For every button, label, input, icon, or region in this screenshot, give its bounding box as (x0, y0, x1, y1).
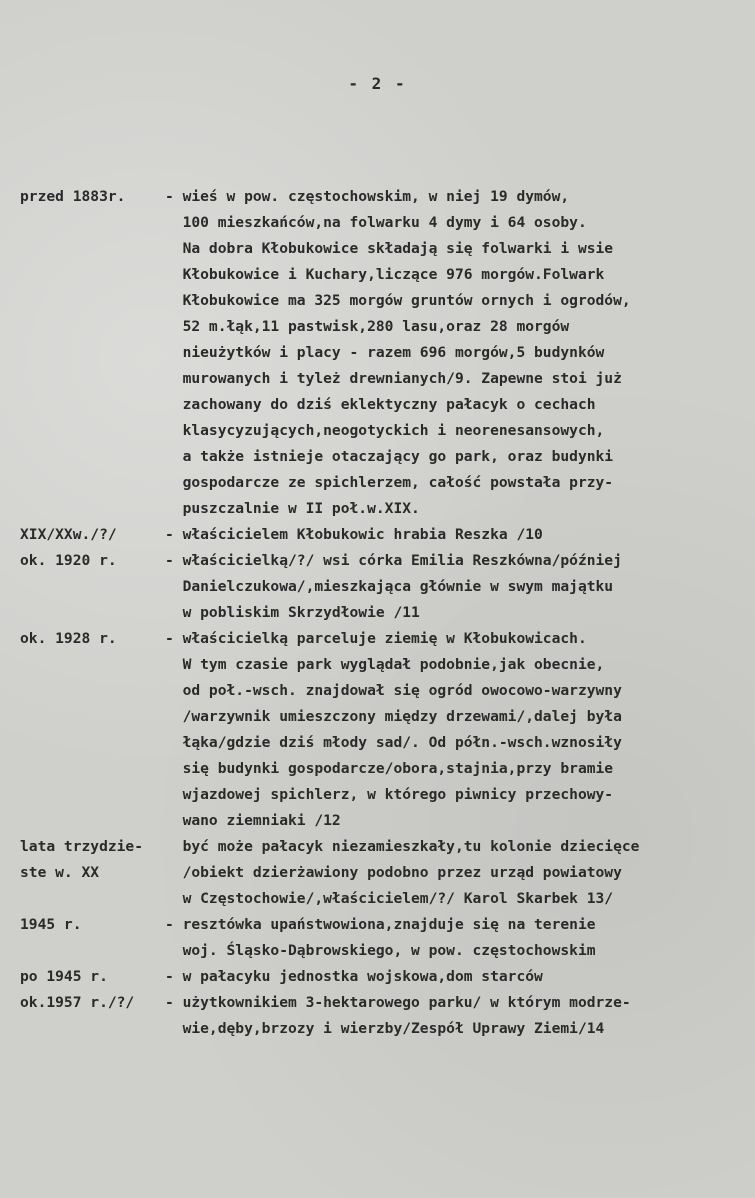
entry-text-line: się budynki gospodarcze/obora,stajnia,przy bramie (165, 760, 614, 777)
entry-text-line: /obiekt dzierżawiony podobno przez urząd powiatowy (165, 864, 622, 881)
entry-date-line: XIX/XXw./?/ (20, 526, 117, 543)
entry-date-line: lata trzydzie- (20, 838, 144, 855)
entry-date-line: przed 1883r. (20, 188, 126, 205)
entry-text-line: od poł.-wsch. znajdował się ogród owocowo-warzywny (165, 682, 622, 699)
entry-text-line: Kłobukowice ma 325 morgów gruntów ornych i ogrodów, (165, 292, 631, 309)
entry-date (20, 626, 165, 652)
chronology-entry (0, 184, 755, 522)
entry-text-line: murowanych i tyleż drewnianych/9. Zapewne stoi już (165, 370, 622, 387)
entry-text-line: zachowany do dziś eklektyczny pałacyk o cechach (165, 396, 596, 413)
entry-description (165, 626, 745, 834)
entry-date (20, 184, 165, 210)
entry-date (20, 912, 165, 938)
entry-text-line: gospodarcze ze spichlerzem, całość powstała przy- (165, 474, 614, 491)
entry-text-line: - użytkownikiem 3-hektarowego parku/ w którym modrze- (165, 994, 631, 1011)
entry-text-line: - wieś w pow. częstochowskim, w niej 19 dymów, (165, 188, 570, 205)
entry-description (165, 834, 745, 912)
entry-date (20, 964, 165, 990)
entry-date-line: ok. 1928 r. (20, 630, 117, 647)
entry-text-line: Danielczukowa/,mieszkająca głównie w swym majątku (165, 578, 614, 595)
entry-text-line: - w pałacyku jednostka wojskowa,dom starców (165, 968, 543, 985)
entry-text-line: w pobliskim Skrzydłowie /11 (165, 604, 420, 621)
page-number: - 2 - (348, 74, 407, 93)
entry-description (165, 522, 745, 548)
entry-text-line: być może pałacyk niezamieszkały,tu kolonie dziecięce (165, 838, 640, 855)
entry-date-line: ok.1957 r./?/ (20, 994, 135, 1011)
entry-text-line: w Częstochowie/,właścicielem/?/ Karol Skarbek 13/ (165, 890, 614, 907)
entry-date-line: po 1945 r. (20, 968, 108, 985)
entry-text-line: - właścicielem Kłobukowic hrabia Reszka /10 (165, 526, 543, 543)
entry-text-line: 52 m.łąk,11 pastwisk,280 lasu,oraz 28 morgów (165, 318, 570, 335)
entry-text-line: - właścicielką parceluje ziemię w Kłobukowicach. (165, 630, 587, 647)
entry-text-line: puszczalnie w II poł.w.XIX. (165, 500, 420, 517)
entry-date-line: 1945 r. (20, 916, 82, 933)
chronology-entry (0, 912, 755, 964)
entry-text-line: wjazdowej spichlerz, w którego piwnicy przechowy- (165, 786, 614, 803)
entry-date-line: ste w. XX (20, 864, 100, 881)
entry-text-line: /warzywnik umieszczony między drzewami/,dalej była (165, 708, 622, 725)
entry-text-line: - właścicielką/?/ wsi córka Emilia Reszkówna/później (165, 552, 622, 569)
chronology-entry (0, 522, 755, 548)
chronology-entry (0, 548, 755, 626)
entry-date (20, 834, 165, 886)
entry-text-line: nieużytków i placy - razem 696 morgów,5 budynków (165, 344, 605, 361)
entry-text-line: - resztówka upaństwowiona,znajduje się na terenie (165, 916, 596, 933)
entry-text-line: a także istnieje otaczający go park, oraz budynki (165, 448, 614, 465)
entry-date (20, 990, 165, 1016)
entry-description (165, 990, 745, 1042)
entry-description (165, 184, 745, 522)
chronology-entry (0, 626, 755, 834)
entry-text-line: Na dobra Kłobukowice składają się folwarki i wsie (165, 240, 614, 257)
entry-text-line: W tym czasie park wyglądał podobnie,jak obecnie, (165, 656, 605, 673)
entry-text-line: 100 mieszkańców,na folwarku 4 dymy i 64 osoby. (165, 214, 587, 231)
chronology-entry (0, 834, 755, 912)
entry-date-line: ok. 1920 r. (20, 552, 117, 569)
entry-text-line: wie,dęby,brzozy i wierzby/Zespół Uprawy Ziemi/14 (165, 1020, 605, 1037)
chronology-entry (0, 964, 755, 990)
entry-text-line: woj. Śląsko-Dąbrowskiego, w pow. częstochowskim (165, 942, 596, 959)
chronology-list (0, 184, 755, 1042)
entry-date (20, 522, 165, 548)
entry-text-line: Kłobukowice i Kuchary,liczące 976 morgów.Folwark (165, 266, 605, 283)
entry-description (165, 548, 745, 626)
chronology-entry (0, 990, 755, 1042)
entry-text-line: wano ziemniaki /12 (165, 812, 341, 829)
entry-description (165, 912, 745, 964)
entry-text-line: łąka/gdzie dziś młody sad/. Od półn.-wsch.wznosiły (165, 734, 622, 751)
entry-description (165, 964, 745, 990)
entry-date (20, 548, 165, 574)
entry-text-line: klasycyzujących,neogotyckich i neorenesansowych, (165, 422, 605, 439)
